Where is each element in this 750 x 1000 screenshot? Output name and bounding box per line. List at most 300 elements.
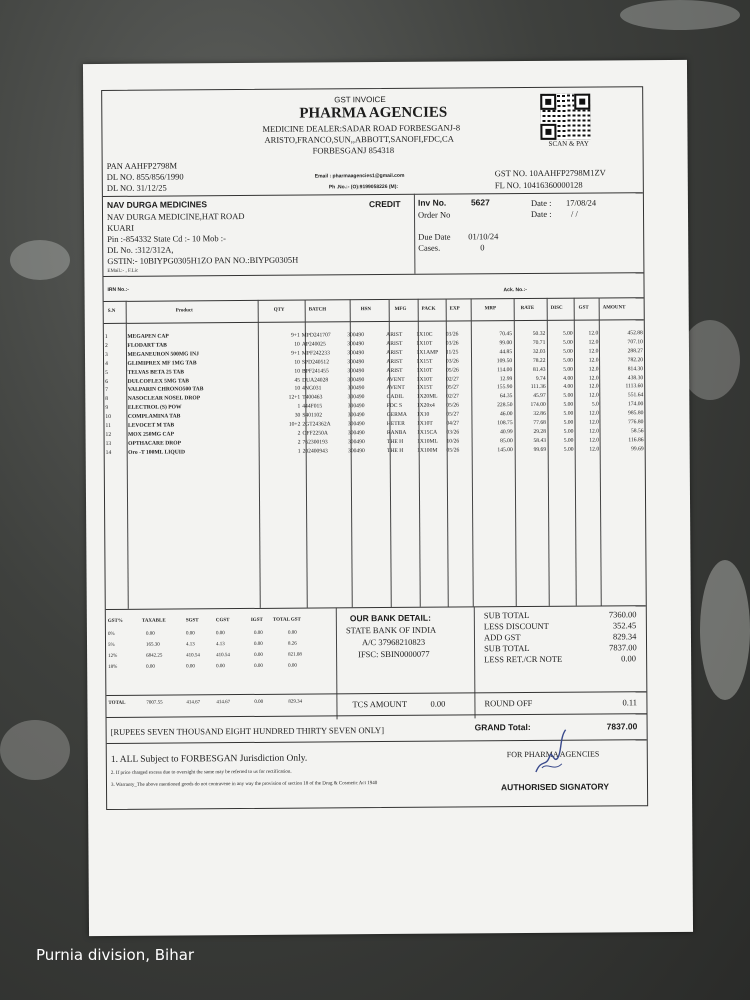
cell-hsn: 300490	[347, 403, 365, 410]
cell-mrp: 40.99	[500, 429, 513, 436]
col-hsn: HSN	[360, 307, 371, 313]
gst-cell: 0.00	[287, 630, 297, 636]
cell-gst: 12.0	[589, 437, 600, 444]
cell-pack: 1X10ML	[417, 438, 438, 445]
cell-amount: 174.00	[627, 401, 644, 408]
scan-and-pay: SCAN & PAY	[548, 139, 589, 148]
cell-mfg: CADIL	[386, 394, 404, 401]
less-discount-label: LESS DISCOUNT	[483, 620, 549, 632]
cell-batch: T400463	[302, 394, 323, 401]
cell-qty: 9+1	[291, 350, 300, 357]
cell-exp: 03/26	[445, 331, 459, 338]
cell-rate: 77.68	[533, 419, 546, 427]
terms-note-3: 3. Warranty_The above mentioned goods do not contravene in any way the provision of section 18 of the Drug & Cosmetic Act 1940	[110, 781, 378, 788]
cell-batch: MPF242233	[301, 350, 330, 357]
cell-pack: 1X10T	[416, 340, 433, 347]
cell-gst: 12.0	[589, 410, 599, 417]
bank-title: OUR BANK DETAIL:	[349, 612, 431, 624]
col-disc: DISC	[550, 305, 563, 311]
cell-disc: 5.00	[563, 437, 574, 444]
col-pack: PACK	[421, 306, 436, 312]
cell-pack: 1X100M	[417, 447, 438, 454]
gst-cell: 0.00	[146, 664, 155, 670]
gst-header-cgst: CGST	[215, 618, 230, 624]
gst-cell: 0.00	[253, 630, 263, 636]
bank-ifsc: IFSC: SBIN0000077	[358, 648, 430, 660]
cell-product: GLIMIPREX MF 1MG TAB	[127, 360, 197, 367]
cell-sn: 4	[105, 360, 108, 367]
cell-qty: 1	[297, 448, 301, 455]
cell-rate: 58.43	[533, 437, 547, 444]
col-exp: EXP	[449, 306, 460, 312]
cell-disc: 5.00	[563, 348, 573, 355]
gst-cell: 410.54	[216, 653, 230, 659]
gst-cell: 0%	[107, 631, 115, 637]
cell-qty: 2	[297, 430, 301, 437]
round-off-label: ROUND OFF	[484, 697, 533, 709]
buyer-dl: DL No. :312/312A,	[107, 244, 174, 255]
cell-disc: 5.00	[563, 410, 574, 417]
cell-disc: 5.00	[563, 393, 574, 400]
due-date: 01/10/24	[468, 231, 499, 242]
order-date: / /	[570, 208, 578, 219]
handwritten-signature	[532, 728, 572, 778]
cell-rate: 70.71	[532, 339, 546, 346]
cell-sn: 6	[105, 378, 108, 385]
authorised-signatory: AUTHORISED SIGNATORY	[500, 781, 610, 793]
cases-count: 0	[480, 242, 485, 253]
grand-total: 7837.00	[606, 721, 638, 732]
sub-total: 7360.00	[608, 609, 637, 620]
cell-hsn: 300490	[347, 367, 365, 374]
invoice-date-label: Date :	[530, 197, 552, 208]
cell-product: MEGAPEN CAP	[127, 333, 169, 340]
cell-gst: 12.0	[588, 348, 599, 355]
cell-amount: 985.80	[628, 410, 644, 417]
company-line1: MEDICINE DEALER:SADAR ROAD FORBESGANJ-8	[262, 122, 461, 134]
cell-amount: 116.86	[628, 437, 644, 444]
cell-exp: 04/27	[446, 420, 460, 427]
background-speck	[620, 0, 740, 30]
cell-rate: 78.22	[532, 357, 546, 364]
credit-label: CREDIT	[368, 198, 401, 210]
sub-total-label: SUB TOTAL	[483, 610, 530, 621]
buyer-gstin: GSTIN:- 10BIYPG0305H1ZO PAN NO.:BIYPG0305H	[107, 254, 299, 266]
cell-sn: 1	[104, 333, 108, 340]
cell-pack: 1X1AMP	[416, 349, 439, 356]
cell-hsn: 300490	[347, 385, 365, 392]
cell-pack: 1X10T	[416, 420, 433, 427]
cell-batch: 762300193	[302, 439, 328, 446]
cell-qty: 10	[294, 386, 301, 393]
cell-amount: 551.64	[627, 392, 644, 399]
col-batch: BATCH	[308, 307, 327, 313]
cell-mrp: 109.50	[496, 357, 513, 364]
cell-pack: 1X15T	[416, 358, 433, 365]
less-ret-label: LESS RET./CR NOTE	[484, 653, 563, 665]
background-speck	[700, 560, 750, 700]
invoice-paper	[83, 60, 693, 936]
cell-product: TELVAS BETA 25 TAB	[127, 369, 185, 376]
cell-gst: 12.0	[588, 383, 599, 391]
add-gst: 829.34	[612, 631, 637, 642]
cell-gst: 12.0	[589, 428, 600, 435]
gst-cell: 0.00	[215, 631, 225, 637]
cases-label: Cases.	[418, 242, 441, 253]
cell-qty: 45	[294, 377, 301, 384]
cell-mfg: GERMA	[386, 412, 407, 419]
cell-sn: 10	[105, 414, 112, 421]
cell-rate: 174.00	[530, 402, 546, 409]
cell-sn: 12	[105, 431, 112, 438]
col-product: Product	[175, 308, 193, 314]
cell-exp: 02/27	[446, 393, 459, 400]
col-amount: AMOUNT	[602, 305, 626, 311]
cell-amount: 288.27	[627, 348, 644, 355]
cell-qty: 9+1	[290, 332, 300, 339]
cell-exp: 05/26	[446, 402, 460, 409]
cell-amount: 99.69	[631, 445, 644, 453]
cell-gst: 12.0	[588, 330, 599, 337]
gst-cell: 410.54	[186, 653, 200, 659]
cell-exp: 05/27	[446, 411, 460, 418]
gst-cell: 0.00	[288, 663, 297, 669]
cell-qty: 2	[297, 439, 301, 446]
col-mfg: MFG	[394, 306, 407, 312]
col-qty: QTY	[273, 307, 285, 313]
grand-total-label: GRAND Total:	[474, 722, 531, 733]
cell-hsn: 300490	[347, 349, 365, 357]
cell-amount: 58.56	[630, 428, 644, 435]
cell-rate: 50.32	[532, 330, 546, 337]
cell-amount: 782.20	[627, 356, 644, 364]
cell-disc: 4.00	[563, 384, 574, 391]
cell-pack: 1X10T	[416, 376, 433, 383]
cell-mfg: ARIST	[386, 349, 403, 356]
cell-amount: 707.10	[627, 339, 643, 346]
fl-number: FL NO. 10416360000128	[494, 179, 583, 191]
cell-sn: 2	[104, 342, 108, 349]
cell-mfg: ARIST	[386, 358, 403, 365]
cell-mrp: 145.00	[497, 446, 513, 454]
cell-disc: 5.00	[563, 366, 574, 373]
cell-rate: 99.69	[533, 446, 547, 453]
cell-product: MEGANEURON 500MG INJ	[127, 351, 199, 358]
cell-gst: 12.0	[589, 446, 600, 453]
cell-mrp: 108.75	[497, 420, 513, 427]
cell-batch: OFF2250A	[302, 430, 328, 437]
cell-qty: 30	[294, 412, 301, 419]
terms-note-1: 1. ALL Subject to FORBESGAN Jurisdiction Only.	[110, 753, 308, 765]
col-rate: RATE	[520, 305, 535, 312]
gst-cell: 0.00	[145, 631, 155, 637]
amount-in-words: [RUPEES SEVEN THOUSAND EIGHT HUNDRED THIRTY SEVEN ONLY]	[110, 725, 385, 737]
cell-pack: 1X20ML	[416, 393, 438, 401]
cell-rate: 9.74	[535, 375, 546, 382]
cell-pack: 1X10	[416, 411, 430, 418]
gst-cell: 8.26	[288, 641, 297, 647]
doc-type: GST INVOICE	[334, 95, 386, 105]
gst-cell: 4.13	[186, 642, 195, 648]
cell-qty: 10	[294, 368, 301, 375]
cell-mrp: 155.90	[496, 384, 513, 391]
cell-product: Oro -T 100ML LIQUID	[128, 449, 185, 456]
cell-mfg: THE H	[386, 438, 404, 445]
background-speck	[10, 240, 70, 280]
less-ret: 0.00	[621, 653, 637, 664]
col-gst: GST	[578, 305, 589, 311]
cell-product: NASOCLEAR NOSEL DROP	[127, 395, 201, 403]
cell-hsn: 300490	[347, 332, 365, 339]
gst-cell: 0.00	[254, 663, 263, 669]
cell-mrp: 228.50	[497, 402, 513, 409]
company-line2: ARISTO,FRANCO,SUN,,ABBOTT,SANOFI,FDC,CA	[264, 133, 454, 145]
gst-cell: 5%	[108, 642, 115, 648]
cell-disc: 5.00	[563, 446, 574, 453]
cell-exp: 10/26	[446, 438, 460, 445]
gst-cell: 0.00	[216, 664, 225, 670]
cell-pack: 1X15CA	[416, 429, 438, 436]
cell-hsn: 300490	[347, 394, 365, 401]
cell-mfg: ARIST	[386, 367, 403, 374]
gst-header-pct: GST%	[107, 618, 123, 624]
for-company: FOR PHARMA AGENCIES	[506, 749, 600, 760]
cell-mfg: AVENT	[386, 376, 405, 383]
cell-gst: 12.0	[588, 375, 599, 382]
cell-gst: 5.0	[591, 401, 599, 408]
terms-note-2: 2. If price charged excess due to oversight the same may be referred to us for rectification.	[110, 769, 292, 776]
cell-mrp: 70.45	[499, 331, 513, 338]
invoice-number: 5627	[470, 197, 490, 208]
cell-hsn: 300490	[347, 341, 365, 348]
photo-caption: Purnia division, Bihar	[36, 946, 195, 964]
cell-gst: 12.0	[589, 419, 599, 426]
cell-hsn: 300490	[347, 412, 365, 419]
cell-amount: 452.88	[627, 330, 643, 337]
cell-exp: 02/27	[446, 376, 459, 383]
gst-header-taxable: TAXABLE	[141, 618, 166, 624]
order-number-label: Order No	[417, 209, 451, 220]
invoice-frame	[101, 86, 648, 810]
buyer-address-2: KUARI	[107, 222, 135, 233]
company-line3: FORBESGANJ 854318	[312, 144, 395, 156]
cell-gst: 12.0	[588, 339, 599, 346]
cell-gst: 12.0	[588, 357, 599, 364]
gst-total-cgst: 414.67	[216, 700, 231, 706]
cell-product: VALPARIN CHRONO500 TAB	[127, 386, 204, 394]
buyer-name: NAV DURGA MEDICINES	[106, 199, 208, 210]
gst-cell: 0.00	[254, 641, 263, 647]
cell-exp: 11/25	[445, 349, 459, 356]
cell-amount: 776.80	[628, 419, 644, 426]
gst-total-gst: 829.34	[288, 699, 303, 705]
buyer-email: EMail.:- , F.Lic	[107, 268, 139, 274]
gst-total-taxable: 7007.55	[146, 700, 163, 706]
cell-exp: 03/26	[445, 358, 459, 365]
cell-batch: 4NG031	[302, 385, 322, 393]
cell-exp: 03/26	[445, 340, 459, 347]
gst-cell: 6842.25	[146, 653, 163, 659]
cell-exp: 03/26	[446, 429, 460, 436]
cell-disc: 5.00	[562, 339, 573, 346]
cell-rate: 45.97	[533, 393, 546, 400]
cell-mrp: 64.35	[499, 393, 513, 400]
cell-exp: 05/26	[446, 447, 460, 454]
cell-sn: 7	[105, 387, 109, 394]
cell-sn: 11	[105, 422, 111, 430]
cell-mfg: AVENT	[386, 385, 405, 392]
cell-sn: 14	[105, 449, 112, 456]
cell-rate: 111.36	[530, 384, 546, 391]
cell-mrp: 46.00	[499, 411, 513, 418]
cell-product: MOX 250MG CAP	[128, 431, 175, 438]
cell-hsn: 300490	[347, 439, 365, 446]
cell-disc: 5.00	[562, 330, 573, 337]
gst-number: GST NO. 10AAHFP2798M1ZV	[494, 167, 606, 179]
cell-sn: 13	[105, 440, 112, 447]
cell-batch: 2GT24362A	[302, 421, 331, 428]
irn-number: IRN No.:-	[107, 286, 129, 293]
cell-batch: MPD241707	[301, 332, 331, 339]
gst-cell: 0.00	[186, 664, 195, 670]
less-discount: 352.45	[612, 620, 637, 631]
dl-number-2: DL NO. 31/12/25	[106, 182, 167, 193]
gst-cell: 0.00	[185, 631, 195, 637]
cell-mfg: ARIST	[386, 340, 403, 347]
cell-product: LEVOCET M TAB	[127, 422, 175, 429]
gst-cell: 18%	[108, 664, 118, 670]
cell-disc: 5.00	[563, 357, 573, 364]
cell-qty: 1	[297, 403, 301, 410]
cell-batch: 202400943	[302, 448, 328, 455]
cell-mfg: RANBA	[386, 429, 407, 436]
buyer-pin: Pin :-854332 State Cd :- 10 Mob :-	[107, 233, 226, 244]
cell-amount: 1113.60	[625, 383, 644, 390]
cell-batch: AP240025	[301, 341, 326, 348]
cell-exp: 05/27	[446, 384, 459, 392]
cell-product: FLODART TAB	[127, 342, 167, 349]
gst-cell: 12%	[108, 653, 118, 659]
cell-hsn: 300490	[347, 376, 365, 383]
cell-mfg: FDC S	[386, 403, 403, 410]
cell-hsn: 300490	[347, 421, 365, 428]
cell-batch: DUA24028	[302, 376, 329, 384]
sub-total2-label: SUB TOTAL	[484, 643, 530, 654]
tcs-amount: 0.00	[430, 698, 446, 709]
company-phone: Ph .No.:- (O):9199058226 (M):	[328, 183, 399, 191]
cell-gst: 12.0	[588, 392, 599, 399]
cell-batch: 444F015	[302, 403, 323, 410]
invoice-date: 17/08/24	[565, 197, 597, 208]
gst-cell: 0.00	[254, 652, 263, 658]
ack-number: Ack. No.:-	[503, 287, 527, 294]
cell-qty: 12+1	[288, 394, 301, 402]
cell-gst: 12.0	[588, 366, 599, 373]
cell-disc: 5.00	[563, 419, 574, 426]
cell-sn: 9	[105, 405, 109, 412]
cell-qty: 10	[294, 341, 300, 348]
due-date-label: Due Date	[418, 231, 451, 242]
cell-hsn: 300490	[347, 430, 365, 437]
cell-mfg: ARIST	[386, 331, 403, 339]
cell-disc: 5.00	[563, 401, 574, 409]
cell-pack: 1X10T	[416, 367, 433, 374]
bank-account: A/C 37968210823	[361, 636, 426, 648]
gst-cell: 4.13	[216, 642, 225, 648]
col-mrp: MRP	[484, 306, 497, 312]
cell-rate: 29.28	[533, 428, 547, 435]
cell-disc: 4.00	[563, 375, 574, 382]
cell-mrp: 85.00	[500, 438, 513, 445]
cell-sn: 3	[104, 351, 108, 358]
order-date-label: Date :	[530, 208, 552, 219]
cell-amount: 438.30	[627, 374, 644, 381]
cell-mrp: 12.99	[499, 375, 513, 382]
cell-mrp: 114.00	[497, 366, 513, 373]
cell-mrp: 44.85	[499, 348, 513, 356]
cell-hsn: 300490	[348, 447, 365, 455]
cell-product: COMPLAMINA TAB	[127, 413, 181, 420]
cell-product: DULCOFLEX 5MG TAB	[127, 377, 190, 385]
gst-total-igst: 0.00	[254, 699, 264, 705]
col-sn: S.N	[107, 308, 116, 314]
round-off: 0.11	[622, 697, 638, 708]
cell-pack: 1X15T	[416, 385, 433, 392]
tcs-label: TCS AMOUNT	[352, 698, 408, 710]
items-table	[104, 329, 645, 457]
gst-header-igst: IGST	[250, 617, 263, 623]
gst-header-total: TOTAL GST	[272, 617, 301, 623]
dl-number-1: DL NO. 855/856/1990	[106, 171, 184, 182]
cell-rate: 32.86	[533, 411, 546, 418]
cell-rate: 81.43	[532, 366, 546, 373]
add-gst-label: ADD GST	[483, 632, 521, 643]
buyer-address-1: NAV DURGA MEDICINE,HAT ROAD	[106, 210, 245, 222]
cell-qty: 10	[294, 359, 300, 366]
cell-batch: BPF241455	[301, 368, 329, 375]
cell-product: OPTHACARE DROP	[128, 440, 182, 447]
gst-cell: 821.08	[288, 652, 302, 658]
company-email: Email : pharmaagencies1@gmail.com	[314, 172, 405, 180]
cell-qty: 10+2	[288, 421, 301, 428]
cell-sn: 5	[105, 369, 108, 376]
cell-rate: 32.03	[532, 348, 546, 355]
cell-batch: SPD240512	[301, 359, 330, 366]
cell-pack: 1X10C	[416, 331, 433, 338]
invoice-number-label: Inv No.	[417, 197, 447, 208]
cell-hsn: 300490	[347, 358, 365, 365]
cell-sn: 8	[105, 396, 109, 403]
cell-mfg: HETER	[386, 420, 405, 428]
gst-cell: 165.30	[146, 642, 160, 648]
bank-name: STATE BANK OF INDIA	[345, 624, 437, 636]
gst-header-sgst: SGST	[185, 618, 199, 624]
cell-batch: S401102	[302, 412, 323, 419]
cell-disc: 5.00	[563, 428, 574, 435]
cell-pack: 1X20x4	[416, 402, 435, 410]
cell-amount: 814.30	[627, 365, 644, 372]
gst-total-label: TOTAL	[108, 700, 126, 706]
qr-code	[540, 94, 590, 140]
sub-total2: 7837.00	[609, 642, 637, 653]
cell-product: ELECTROL (S) POW	[127, 404, 182, 412]
gst-total-sgst: 414.67	[186, 700, 201, 706]
pan-number: PAN AAHFP2798M	[106, 160, 178, 171]
background-speck	[0, 720, 70, 780]
cell-exp: 05/26	[445, 367, 459, 374]
cell-mfg: THE H	[386, 447, 404, 454]
cell-mrp: 99.00	[499, 340, 513, 347]
